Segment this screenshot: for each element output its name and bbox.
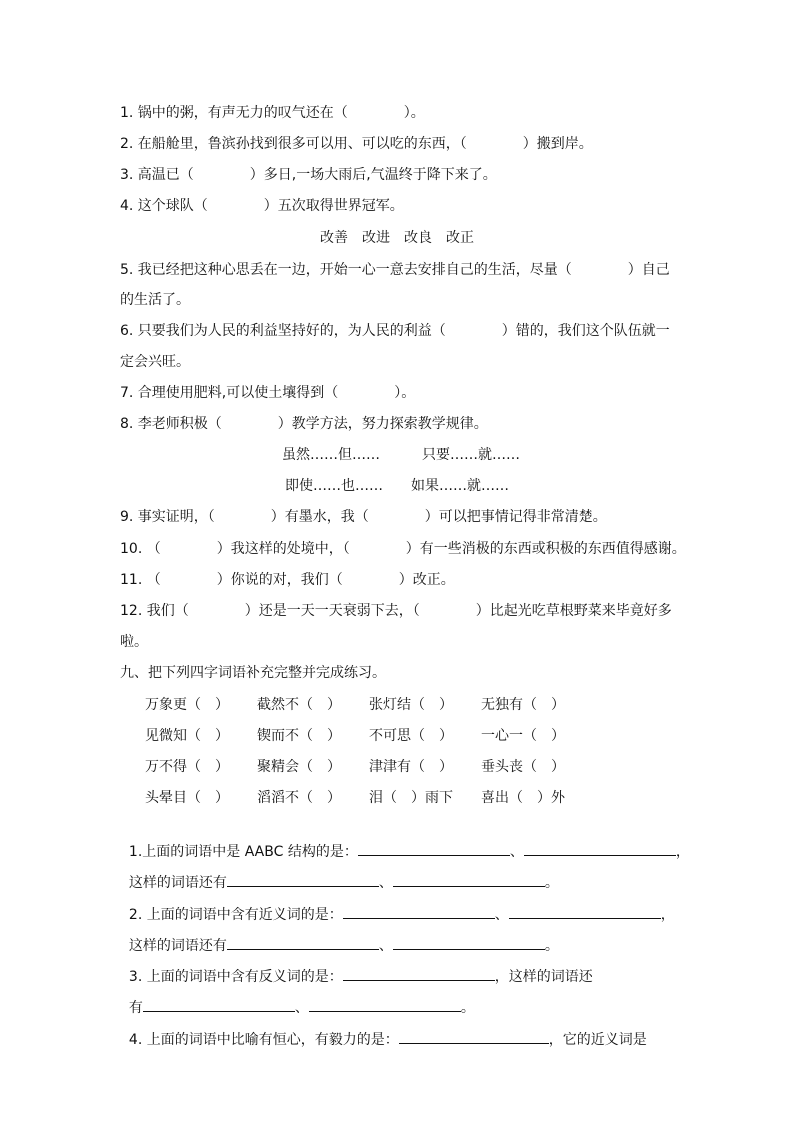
exercise-3-line-1 xyxy=(120,945,593,985)
question-2: 2. 在船舱里，鲁滨孙找到很多可以用、可以吃的东西，（ ）搬到岸。 xyxy=(120,136,593,152)
question-3: 3. 高温已（ ）多日,一场大雨后,气温终于降下来了。 xyxy=(120,167,497,183)
question-12-line-1: 12. 我们（ ）还是一天一天衰弱下去，（ ）比起光吃草根野菜来毕竟好多 xyxy=(120,603,672,619)
exercise-2-line-2 xyxy=(120,914,559,954)
exercise-2-followup: 这样的词语还有 xyxy=(128,938,227,954)
separator: ， xyxy=(660,907,675,923)
idiom-r2-c3: 不可思（ ） xyxy=(369,728,453,744)
question-12-line-2: 啦。 xyxy=(120,634,148,650)
question-1: 1. 锅中的粥，有声无力的叹气还在（ ）。 xyxy=(120,105,425,121)
word-bank-2-row-2: 即使……也…… 如果……就…… xyxy=(285,478,509,494)
exercise-2-prompt: 2. 上面的词语中含有近义词的是： xyxy=(128,907,343,923)
idiom-r2-c1: 见微知（ ） xyxy=(145,728,229,744)
question-5-line-1: 5. 我已经把这种心思丢在一边，开始一心一意去安排自己的生活，尽量（ ）自己 xyxy=(120,262,670,278)
question-6-line-2: 定会兴旺。 xyxy=(120,354,190,370)
idiom-r1-c2: 截然不（ ） xyxy=(257,697,341,713)
idiom-r4-c4: 喜出（ ）外 xyxy=(481,790,565,806)
separator: 、 xyxy=(378,938,393,954)
question-11: 11. （ ）你说的对，我们（ ）改正。 xyxy=(120,572,455,588)
exercise-3-line-2 xyxy=(120,976,475,1016)
exercise-1-followup: 这样的词语还有 xyxy=(128,875,227,891)
separator: ， xyxy=(675,844,690,860)
question-5-line-2: 的生活了。 xyxy=(120,292,190,308)
exercise-4-tail: ，它的近义词是 xyxy=(548,1032,647,1048)
exercise-4-line-1 xyxy=(120,1008,647,1048)
exercise-2-line-1 xyxy=(120,883,675,923)
separator: 。 xyxy=(460,1000,475,1016)
separator: 、 xyxy=(494,907,509,923)
section-9-heading: 九、把下列四字词语补充完整并完成练习。 xyxy=(120,665,386,681)
question-6-line-1: 6. 只要我们为人民的利益坚持好的，为人民的利益（ ）错的，我们这个队伍就一 xyxy=(120,323,670,339)
idiom-r3-c2: 聚精会（ ） xyxy=(257,759,341,775)
exercise-3-followup: 有 xyxy=(128,1000,143,1016)
idiom-r3-c3: 津津有（ ） xyxy=(369,759,453,775)
exercise-1-line-1 xyxy=(120,820,690,860)
idiom-r1-c3: 张灯结（ ） xyxy=(369,697,453,713)
idiom-r2-c4: 一心一（ ） xyxy=(481,728,565,744)
exercise-3-prompt: 3. 上面的词语中含有反义词的是： xyxy=(128,969,343,985)
answer-blank[interactable] xyxy=(399,1028,549,1044)
idiom-r2-c2: 锲而不（ ） xyxy=(257,728,341,744)
separator: 、 xyxy=(378,875,393,891)
idiom-r1-c1: 万象更（ ） xyxy=(145,697,229,713)
word-bank-1: 改善 改进 改良 改正 xyxy=(320,230,474,246)
idiom-r4-c1: 头晕目（ ） xyxy=(145,790,229,806)
exercise-1-line-2 xyxy=(120,851,559,891)
exercise-4-prompt: 4. 上面的词语中比喻有恒心，有毅力的是： xyxy=(128,1032,399,1048)
question-10: 10. （ ）我这样的处境中，（ ）有一些消极的东西或积极的东西值得感谢。 xyxy=(120,541,686,557)
idiom-r3-c1: 万不得（ ） xyxy=(145,759,229,775)
question-4: 4. 这个球队（ ）五次取得世界冠军。 xyxy=(120,198,404,214)
idiom-r3-c4: 垂头丧（ ） xyxy=(481,759,565,775)
exercise-1-prompt: 1.上面的词语中是 AABC 结构的是： xyxy=(128,844,358,860)
exercise-3-tail: ，这样的词语还 xyxy=(494,969,593,985)
idiom-r4-c3: 泪（ ）雨下 xyxy=(369,790,453,806)
separator: 、 xyxy=(509,844,524,860)
idiom-r4-c2: 滔滔不（ ） xyxy=(257,790,341,806)
separator: 。 xyxy=(544,875,559,891)
question-7: 7. 合理使用肥料,可以使土壤得到（ ）。 xyxy=(120,385,416,401)
word-bank-2-row-1: 虽然……但…… 只要……就…… xyxy=(282,447,520,463)
idiom-r1-c4: 无独有（ ） xyxy=(481,697,565,713)
separator: 。 xyxy=(544,938,559,954)
question-8: 8. 李老师积极（ ）教学方法，努力探索教学规律。 xyxy=(120,416,488,432)
question-9: 9. 事实证明，（ ）有墨水，我（ ）可以把事情记得非常清楚。 xyxy=(120,509,607,525)
separator: 、 xyxy=(294,1000,309,1016)
